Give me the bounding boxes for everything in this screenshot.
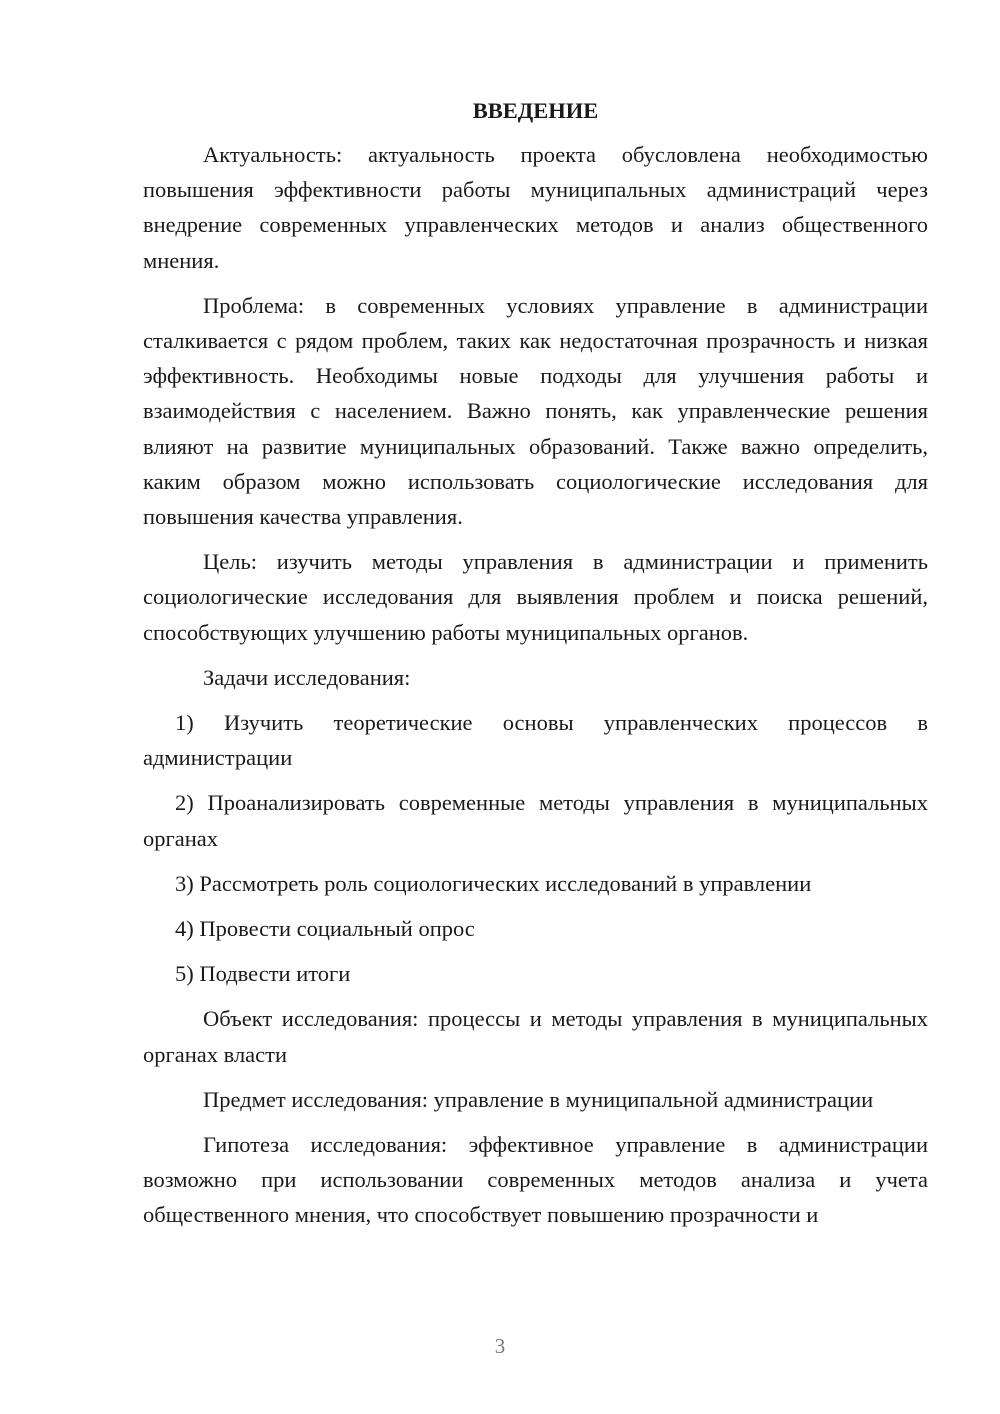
page-number: 3 <box>494 1334 506 1358</box>
task-item-1: 1) Изучить теоретические основы управленческих процессов в администрации <box>143 710 928 771</box>
subject-paragraph: Предмет исследования: управление в муниципальной администрации <box>203 1086 874 1112</box>
task-item-4: 4) Провести социальный опрос <box>175 916 475 942</box>
tasks-title: Задачи исследования: <box>203 664 411 690</box>
task-item-2: 2) Проанализировать современные методы управления в муниципальных органах <box>143 790 928 851</box>
relevance-paragraph: Актуальность: актуальность проекта обусловлена необходимостью повышения эффективности работы муниципальных администраций через внедрение современных управленческих методов и анализ общественного мнения. <box>143 142 928 273</box>
goal-paragraph: Цель: изучить методы управления в администрации и применить социологические исследования для выявления проблем и поиска решений, способствующих улучшению работы муниципальных органов. <box>143 549 928 645</box>
object-paragraph: Объект исследования: процессы и методы управления в муниципальных органах власти <box>143 1006 928 1067</box>
task-item-5: 5) Подвести итоги <box>175 961 351 987</box>
document-page <box>143 96 928 1233</box>
hypothesis-paragraph: Гипотеза исследования: эффективное управление в администрации возможно при использовании современных методов анализа и учета общественного мнения, что способствует повышению прозрачности и <box>143 1132 928 1228</box>
problem-paragraph: Проблема: в современных условиях управление в администрации сталкивается с рядом проблем, таких как недостаточная прозрачность и низкая эффективность. Необходимы новые подходы для улучшения работы и взаимодействия с населением. Важно понять, как управленческие решения влияют на развитие муниципальных образований. Также важно определить, каким образом можно использовать социологические исследования для повышения качества управления. <box>143 292 928 530</box>
section-heading: ВВЕДЕНИЕ <box>472 98 599 123</box>
task-item-3: 3) Рассмотреть роль социологических исследований в управлении <box>175 870 812 896</box>
